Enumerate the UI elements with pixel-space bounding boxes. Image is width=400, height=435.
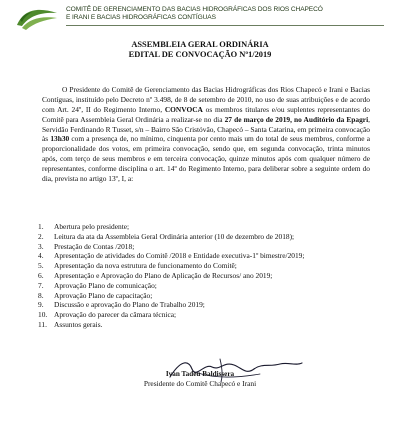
item-text: Aprovação Plano de capacitação; — [54, 290, 153, 300]
item-text: Apresentação e Aprovação do Plano de Aplicação de Recursos/ ano 2019; — [54, 270, 273, 280]
list-item — [38, 271, 368, 281]
letterhead-line-2: E IRANI E BACIAS HIDROGRÁFICAS CONTÍGUAS — [66, 14, 216, 22]
list-item — [38, 222, 368, 232]
body-paragraph — [42, 85, 370, 183]
meeting-time: 13h30 — [50, 134, 70, 144]
item-text: Aprovação do parecer da câmara técnica; — [54, 310, 177, 320]
item-text: Leitura da ata da Assembleia Geral Ordinária anterior (10 de dezembro de 2018); — [54, 231, 295, 241]
list-item — [38, 310, 368, 320]
convoca-keyword: CONVOCA — [164, 104, 203, 114]
letterhead-line-1: COMITÊ DE GERENCIAMENTO DAS BACIAS HIDROGRÁFICAS DOS RIOS CHAPECÓ — [66, 6, 323, 13]
list-item — [38, 291, 368, 301]
item-text: Assuntos gerais. — [54, 319, 103, 329]
signatory-name: Ivan Tadeu Baldissera — [165, 370, 235, 378]
item-text: Discussão e aprovação do Plano de Trabalho 2019; — [54, 300, 205, 310]
body-text-1: O Presidente do Comitê de Gerenciamento das Bacias Hidrográficas dos Rios Chapecó e Irani e Bacias Contíguas, instituído pelo Decreto nº 3.498, de 8 de setembro de 2010, no uso de suas atribuições e de acordo com Art. 24º, II do Regimento Interno, — [42, 85, 370, 114]
title-line-1: ASSEMBLEIA GERAL ORDINÁRIA — [131, 40, 269, 49]
list-item — [38, 281, 368, 291]
body-text-2: os membros titulares e/ou suplentes representantes do Comitê para Assembleia Geral Ordinária a realizar-se no dia — [42, 104, 370, 124]
agenda-list — [38, 222, 368, 330]
item-number: 5. — [38, 261, 44, 271]
letterhead-title — [66, 6, 386, 23]
body-text-3: , Servidão Ferdinando R Tusset, s/n – Bairro São Cristóvão, Chapecó – Santa Catarina, em primeira convocação às — [42, 114, 370, 144]
list-item — [38, 242, 368, 252]
item-number: 11. — [38, 319, 47, 329]
item-number: 4. — [38, 251, 44, 261]
item-number: 9. — [38, 300, 44, 310]
item-text: Prestação de Contas /2018; — [54, 241, 135, 251]
item-number: 10. — [38, 310, 48, 320]
item-number: 8. — [38, 290, 44, 300]
list-item — [38, 232, 368, 242]
signatory-role: Presidente do Comitê Chapecó e Irani — [143, 379, 257, 388]
item-number: 7. — [38, 280, 44, 290]
letterhead — [0, 0, 400, 34]
title-line-2: EDITAL DE CONVOCAÇÃO Nº1/2019 — [128, 50, 272, 59]
item-text: Apresentação de atividades do Comitê /2018 e Entidade executiva-1º bimestre/2019; — [54, 251, 305, 261]
list-item — [38, 251, 368, 261]
list-item — [38, 300, 368, 310]
item-number: 3. — [38, 241, 44, 251]
document-title — [0, 40, 400, 60]
list-item — [38, 261, 368, 271]
letterhead-divider — [66, 25, 384, 26]
list-item — [38, 320, 368, 330]
item-text: Apresentação da nova estrutura de funcionamento do Comitê; — [54, 261, 237, 271]
item-number: 1. — [38, 222, 44, 231]
item-text: Aprovação Plano de comunicação; — [54, 280, 157, 290]
water-drop-logo-icon — [14, 5, 60, 31]
body-text-4: com a presença de, no mínimo, cinquenta por cento mais um do total de seus membros, conforme a proporcionalidade dos votos, em primeira convocação, sendo que, em segunda convocação, trinta minutos após, com terço de seus membros e em terceira convocação, quinze minutos após com qualquer número de representantes, conforme disciplina o art. 14º do Regimento Interno, para deliberar sobre a seguinte ordem do dia, prevista no artigo 13º, I, a: — [42, 134, 370, 183]
item-number: 2. — [38, 231, 44, 241]
meeting-date: 27 de março de 2019, no Auditório da Epagri — [224, 114, 369, 124]
item-number: 6. — [38, 270, 44, 280]
item-text: Abertura pelo presidente; — [54, 222, 130, 231]
